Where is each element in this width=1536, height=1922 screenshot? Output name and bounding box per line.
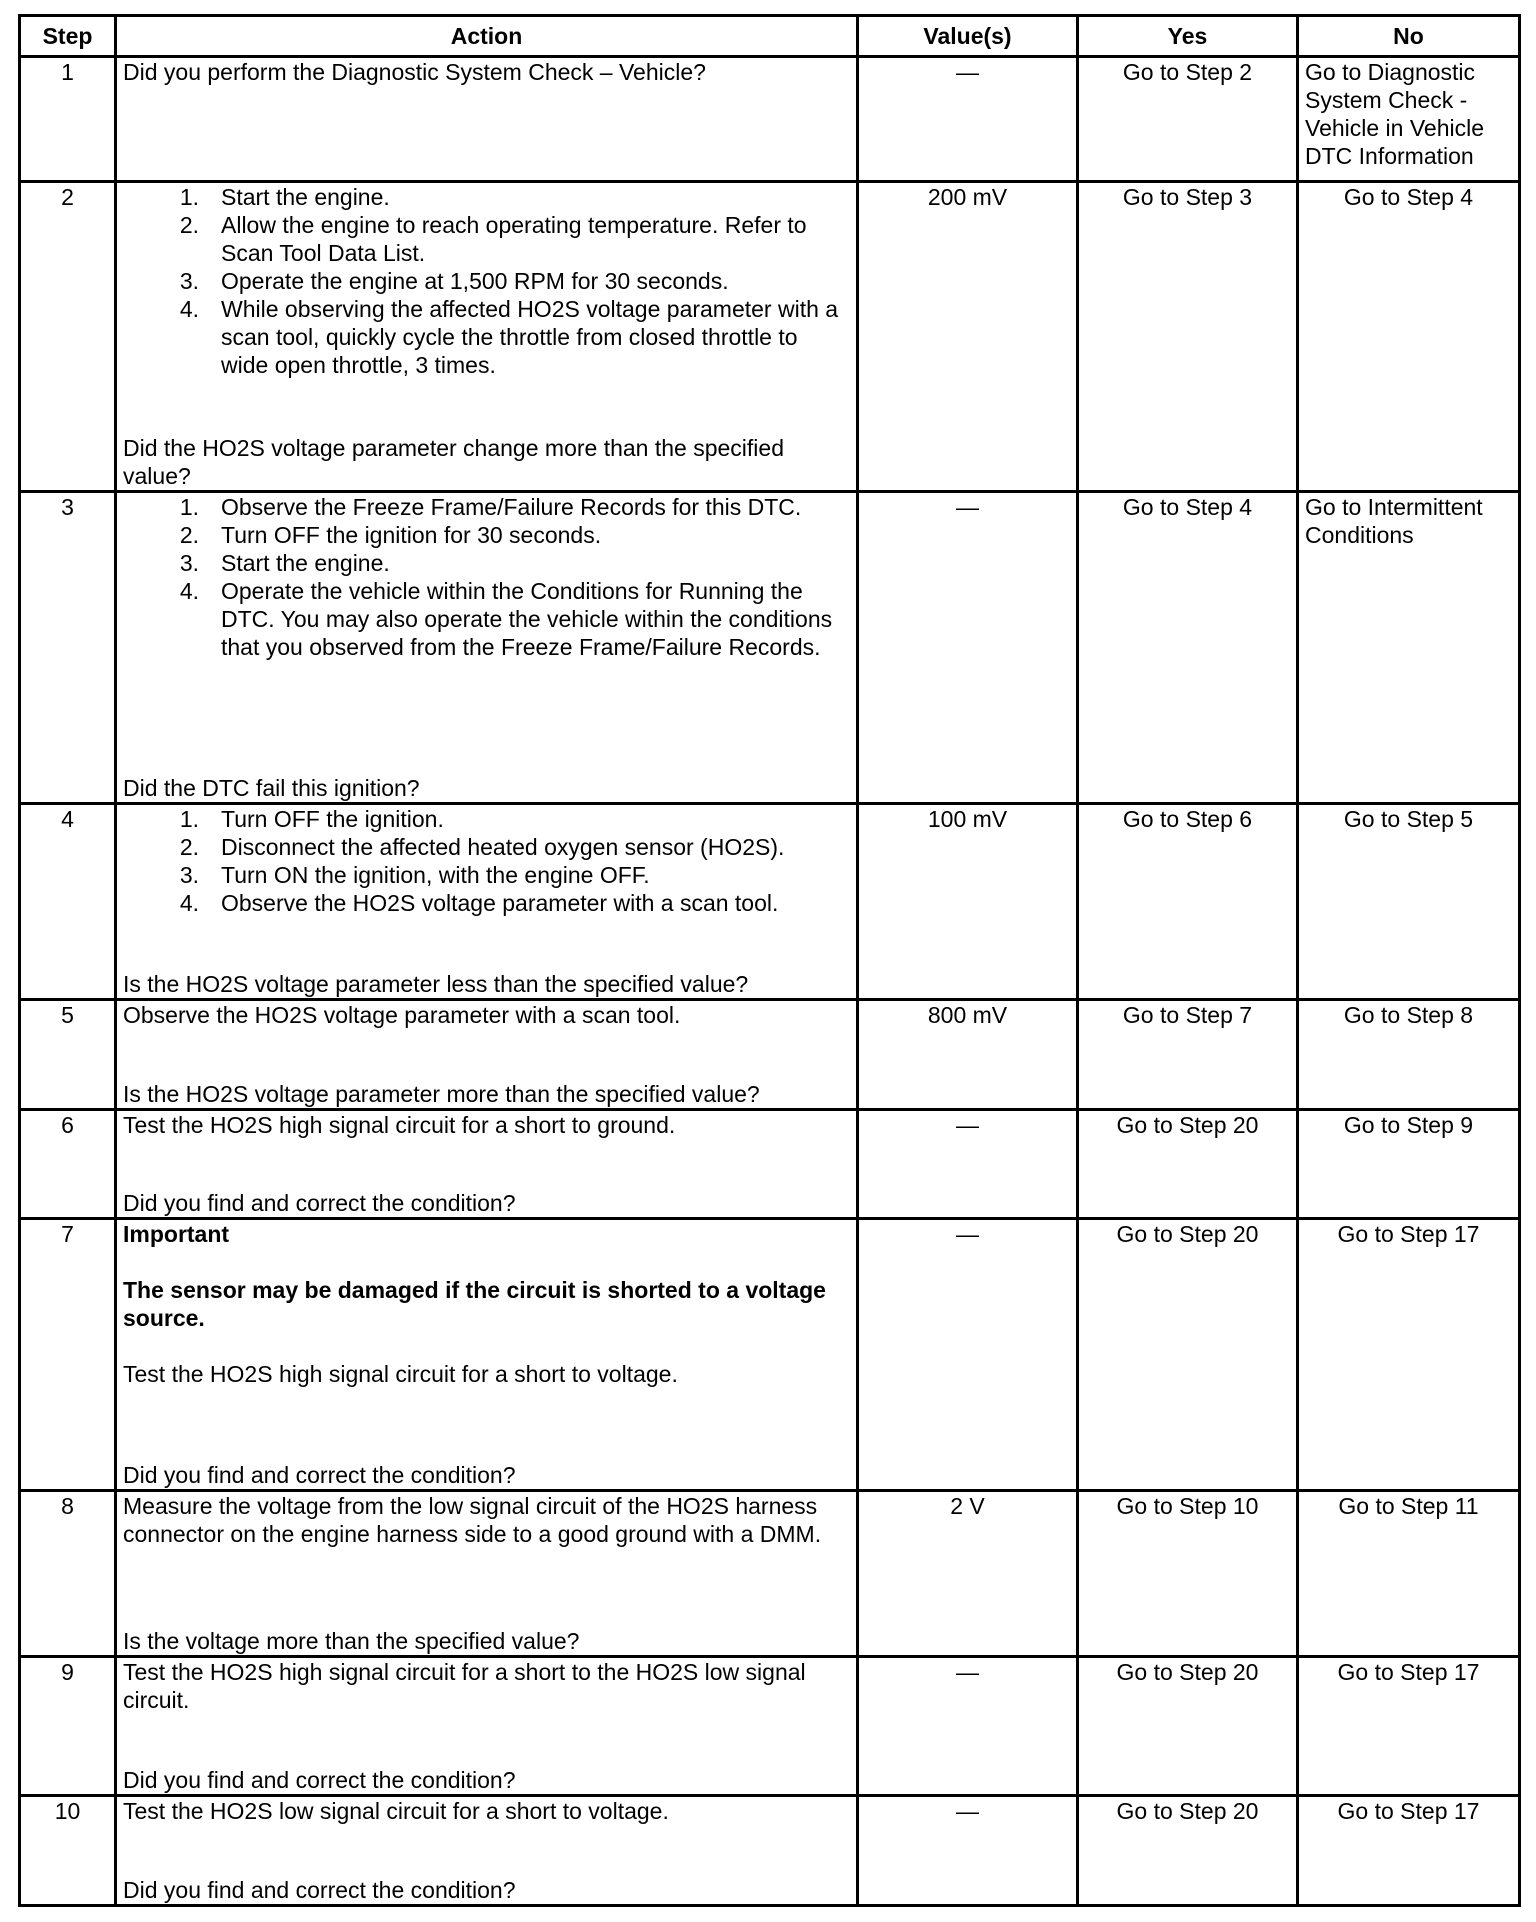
action-instruction: Test the HO2S high signal circuit for a short to voltage. [123, 1361, 678, 1387]
action-cell [116, 1491, 858, 1657]
action-question: Did the DTC fail this ignition? [123, 775, 420, 801]
step-number: 2 [20, 182, 116, 492]
header-no: No [1298, 16, 1520, 57]
header-values: Value(s) [858, 16, 1078, 57]
list-item: 4. While observing the affected HO2S voltage parameter with a scan tool, quickly cycle the throttle from closed throttle to wide open throttle, 3 times. [179, 296, 839, 378]
list-item: 4. Operate the vehicle within the Conditions for Running the DTC. You may also operate the vehicle within the conditions that you observed from the Freeze Frame/Failure Records. [179, 578, 833, 660]
header-step: Step [20, 16, 116, 57]
list-item: 3. Start the engine. [179, 550, 390, 576]
action-question: Is the HO2S voltage parameter less than the specified value? [123, 971, 749, 997]
action-cell [116, 57, 858, 182]
no-link[interactable]: Go to Diagnostic System Check - Vehicle in Vehicle DTC Information [1298, 57, 1520, 182]
action-question: Did you find and correct the condition? [123, 1877, 516, 1903]
action-instruction: Measure the voltage from the low signal circuit of the HO2S harness connector on the engine harness side to a good ground with a DMM. [123, 1493, 822, 1547]
step-number: 4 [20, 804, 116, 1000]
diagnostic-table [18, 14, 1521, 1907]
no-link[interactable]: Go to Step 17 [1298, 1796, 1520, 1906]
value-cell: — [858, 57, 1078, 182]
action-cell [116, 1796, 858, 1906]
diagnostic-page [18, 14, 1518, 1904]
value-cell: — [858, 1219, 1078, 1491]
action-cell [116, 492, 858, 804]
value-cell: 2 V [858, 1491, 1078, 1657]
table-header-row [20, 16, 1520, 57]
value-cell: 800 mV [858, 1000, 1078, 1110]
action-cell [116, 1000, 858, 1110]
action-instruction: Observe the HO2S voltage parameter with a scan tool. [123, 1002, 681, 1028]
table-row [20, 182, 1520, 492]
action-question: Did you find and correct the condition? [123, 1767, 516, 1793]
list-item: 1. Turn OFF the ignition. [179, 806, 444, 832]
list-item: 4. Observe the HO2S voltage parameter with a scan tool. [179, 890, 779, 916]
yes-link[interactable]: Go to Step 20 [1078, 1657, 1298, 1796]
action-instruction: Test the HO2S low signal circuit for a short to voltage. [123, 1798, 669, 1824]
no-link[interactable]: Go to Step 4 [1298, 182, 1520, 492]
table-row [20, 1000, 1520, 1110]
yes-link[interactable]: Go to Step 2 [1078, 57, 1298, 182]
action-cell [116, 1219, 858, 1491]
no-link[interactable]: Go to Step 8 [1298, 1000, 1520, 1110]
table-row [20, 492, 1520, 804]
table-row [20, 1491, 1520, 1657]
yes-link[interactable]: Go to Step 3 [1078, 182, 1298, 492]
value-cell: — [858, 1110, 1078, 1219]
step-number: 1 [20, 57, 116, 182]
value-cell: 100 mV [858, 804, 1078, 1000]
value-cell: 200 mV [858, 182, 1078, 492]
action-list [123, 805, 850, 917]
value-cell: — [858, 492, 1078, 804]
list-item: 2. Allow the engine to reach operating temperature. Refer to Scan Tool Data List. [179, 212, 807, 266]
step-number: 10 [20, 1796, 116, 1906]
table-row [20, 1110, 1520, 1219]
table-row [20, 1219, 1520, 1491]
step-number: 5 [20, 1000, 116, 1110]
action-cell [116, 1657, 858, 1796]
action-question: Did you perform the Diagnostic System Check – Vehicle? [123, 59, 706, 85]
action-instruction: Test the HO2S high signal circuit for a short to ground. [123, 1112, 676, 1138]
yes-link[interactable]: Go to Step 20 [1078, 1110, 1298, 1219]
list-item: 2. Turn OFF the ignition for 30 seconds. [179, 522, 602, 548]
action-cell [116, 182, 858, 492]
action-question: Did you find and correct the condition? [123, 1462, 516, 1488]
yes-link[interactable]: Go to Step 4 [1078, 492, 1298, 804]
step-number: 8 [20, 1491, 116, 1657]
yes-link[interactable]: Go to Step 20 [1078, 1796, 1298, 1906]
action-question: Did the HO2S voltage parameter change more than the specified value? [123, 435, 784, 489]
table-row [20, 1657, 1520, 1796]
action-question: Is the voltage more than the specified value? [123, 1628, 580, 1654]
header-yes: Yes [1078, 16, 1298, 57]
no-link[interactable]: Go to Step 5 [1298, 804, 1520, 1000]
action-list [123, 183, 850, 379]
list-item: 1. Start the engine. [179, 184, 390, 210]
action-question: Did you find and correct the condition? [123, 1190, 516, 1216]
step-number: 7 [20, 1219, 116, 1491]
table-row [20, 1796, 1520, 1906]
yes-link[interactable]: Go to Step 6 [1078, 804, 1298, 1000]
value-cell: — [858, 1657, 1078, 1796]
no-link[interactable]: Go to Step 11 [1298, 1491, 1520, 1657]
header-action: Action [116, 16, 858, 57]
list-item: 3. Turn ON the ignition, with the engine OFF. [179, 862, 650, 888]
list-item: 1. Observe the Freeze Frame/Failure Records for this DTC. [179, 494, 802, 520]
action-instruction: Test the HO2S high signal circuit for a short to the HO2S low signal circuit. [123, 1659, 806, 1713]
step-number: 3 [20, 492, 116, 804]
no-link[interactable]: Go to Step 9 [1298, 1110, 1520, 1219]
step-number: 6 [20, 1110, 116, 1219]
action-list [123, 493, 850, 661]
yes-link[interactable]: Go to Step 7 [1078, 1000, 1298, 1110]
value-cell: — [858, 1796, 1078, 1906]
action-question: Is the HO2S voltage parameter more than the specified value? [123, 1081, 760, 1107]
table-row [20, 57, 1520, 182]
list-item: 3. Operate the engine at 1,500 RPM for 30 seconds. [179, 268, 729, 294]
important-title: Important [123, 1221, 230, 1247]
no-link[interactable]: Go to Step 17 [1298, 1219, 1520, 1491]
yes-link[interactable]: Go to Step 10 [1078, 1491, 1298, 1657]
yes-link[interactable]: Go to Step 20 [1078, 1219, 1298, 1491]
step-number: 9 [20, 1657, 116, 1796]
no-link[interactable]: Go to Step 17 [1298, 1657, 1520, 1796]
action-cell [116, 1110, 858, 1219]
no-link[interactable]: Go to Intermittent Conditions [1298, 492, 1520, 804]
list-item: 2. Disconnect the affected heated oxygen sensor (HO2S). [179, 834, 785, 860]
important-text: The sensor may be damaged if the circuit is shorted to a voltage source. [123, 1277, 826, 1331]
action-cell [116, 804, 858, 1000]
table-row [20, 804, 1520, 1000]
